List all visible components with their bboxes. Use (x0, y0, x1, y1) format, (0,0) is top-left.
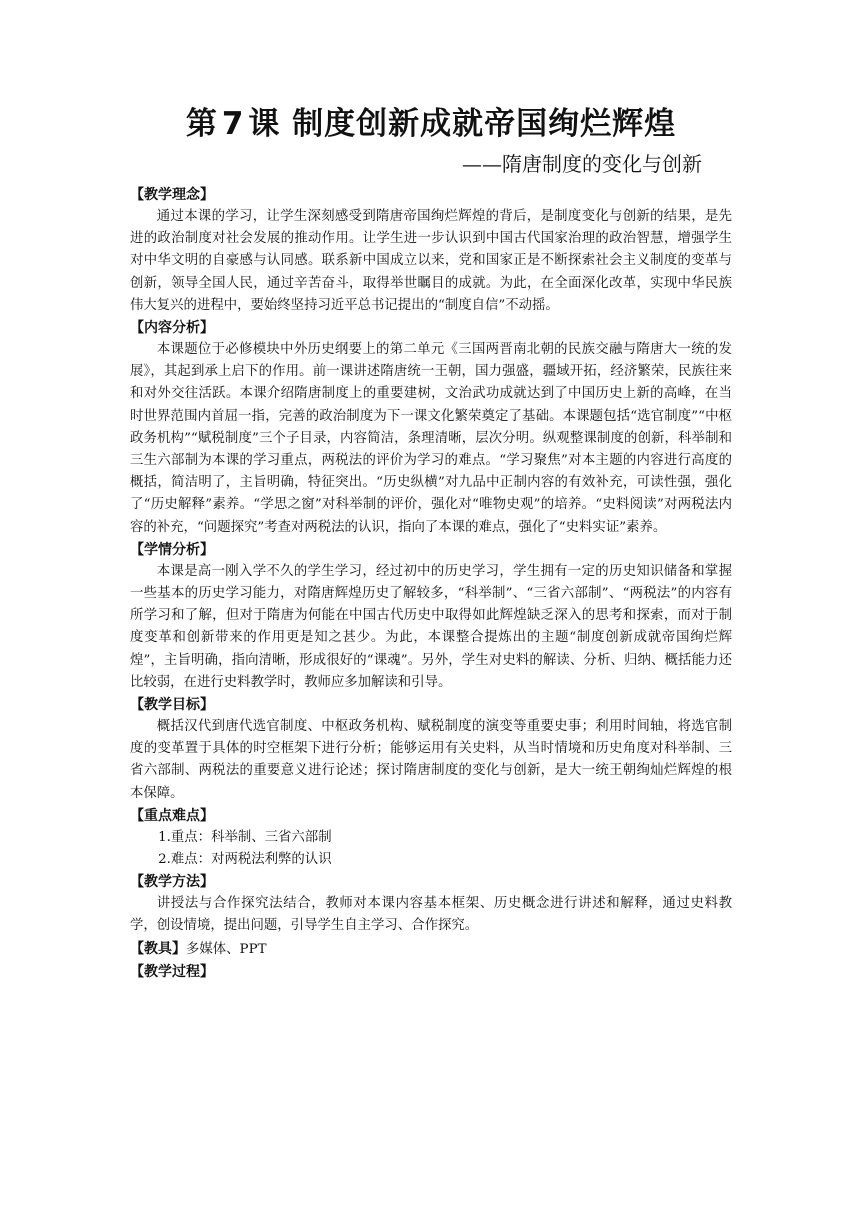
tools-text: 多媒体、PPT (186, 941, 267, 957)
heading-teaching-methods: 【教学方法】 (130, 874, 214, 891)
title-main: 制度创新成就帝国绚烂辉煌 (292, 106, 677, 142)
paragraph-philosophy: 通过本课的学习，让学生深刻感受到隋唐帝国绚烂辉煌的背后，是制度变化与创新的结果，是先进的政治制度对社会发展的推动作用。让学生进一步认识到中国古代国家治理的政治智慧，增强学生对中华文明的自豪感与认同感。联系新中国成立以来，党和国家正是不断探索社会主义制度的变革与创新，领导全国人民，通过辛苦奋斗，取得举世瞩目的成就。为此，在全面深化改革，实现中华民族伟大复兴的进程中，要始终坚持习近平总书记提出的“制度自信”不动摇。 (130, 209, 732, 313)
difficulty-item: 2.难点：对两税法利弊的认识 (158, 852, 332, 868)
key-point-item: 1.重点：科举制、三省六部制 (158, 829, 332, 845)
paragraph-teaching-methods: 讲授法与合作探究法结合，教师对本课内容基本框架、历史概念进行讲述和解释，通过史料教学，创设情境，提出问题，引导学生自主学习、合作探究。 (130, 896, 732, 934)
heading-teaching-goals: 【教学目标】 (130, 697, 214, 714)
title-suffix: 课 (248, 106, 281, 142)
heading-tools: 【教具】 (130, 940, 186, 957)
paragraph-teaching-goals: 概括汉代到唐代选官制度、中枢政务机构、赋税制度的演变等重要史事；利用时间轴，将选官制度的变革置于具体的时空框架下进行分析；能够运用有关史料，从当时情境和历史角度对科举制、三省六部制、两税法的重要意义进行论述；探讨隋唐制度的变化与创新，是大一统王朝绚灿烂辉煌的根本保障。 (130, 719, 732, 801)
heading-philosophy: 【教学理念】 (130, 187, 214, 203)
paragraph-content-analysis: 本课题位于必修模块中外历史纲要上的第二单元《三国两晋南北朝的民族交融与隋唐大一统的发展》，其起到承上启下的作用。前一课讲述隋唐统一王朝，国力强盛，疆域开拓，经济繁荣，民族往来和对外交往活跃。本课介绍隋唐制度上的重要建树，文治武功成就达到了中国历史上新的高峰，在当时世界范围内首屈一指，完善的政治制度为下一课文化繁荣奠定了基础。本课题包括“选官制度”“中枢政务机构”“赋税制度”三个子目录，内容简洁，条理清晰，层次分明。纵观整课制度的创新，科举制和三生六部制为本课的学习重点，两税法的评价为学习的难点。“学习聚焦”对本主题的内容进行高度的概括，简洁明了，主旨明确，特征突出。“历史纵横”对九品中正制内容的有效补充，可读性强，强化了“历史解释”素养。“学思之窗”对科举制的评价，强化对“唯物史观”的培养。“史料阅读”对两税法内容的补充，“问题探究”考查对两税法的认识，指向了本课的难点，强化了“史料实证”素养。 (130, 342, 732, 535)
lesson-title (130, 104, 732, 144)
heading-key-points: 【重点难点】 (130, 807, 214, 824)
title-prefix: 第 (185, 106, 218, 142)
heading-content-analysis: 【内容分析】 (130, 320, 214, 337)
tools-row (130, 938, 732, 961)
paragraph-student-analysis: 本课是高一刚入学不久的学生学习，经过初中的历史学习，学生拥有一定的历史知识储备和掌握一些基本的历史学习能力，对隋唐辉煌历史了解较多，“科举制”、“三省六部制”、“两税法”的内容有所学习和了解，但对于隋唐为何能在中国古代历史中取得如此辉煌缺乏深入的思考和探索，而对于制度变革和创新带来的作用更是知之甚少。为此，本课整合提炼出的主题“制度创新成就帝国绚烂辉煌”，主旨明确，指向清晰，形成很好的“课魂”。另外，学生对史料的解读、分析、归纳、概括能力还比较弱，在进行史料教学时，教师应多加解读和引导。 (130, 563, 732, 690)
heading-teaching-process: 【教学过程】 (130, 963, 214, 980)
title-number: 7 (221, 106, 245, 142)
lesson-subtitle: ——隋唐制度的变化与创新 (462, 152, 702, 176)
heading-student-analysis: 【学情分析】 (130, 541, 214, 558)
